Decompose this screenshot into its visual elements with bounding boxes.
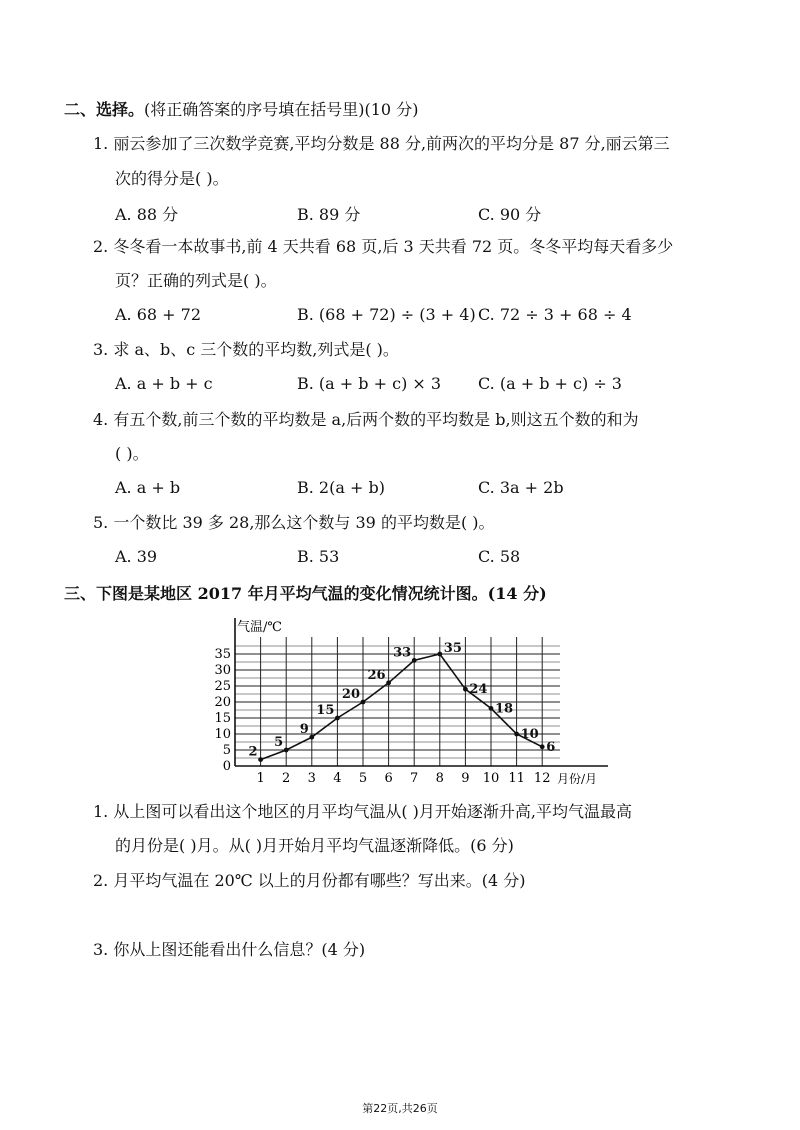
s3-q3-line1: 3. 你从上图还能看出什么信息？(4 分) (93, 940, 366, 959)
page-footer: 第22页,共26页 (362, 1102, 438, 1115)
y-tick-label: 5 (222, 743, 231, 758)
y-tick-label: 30 (214, 663, 231, 678)
x-tick-label: 5 (358, 771, 368, 785)
q1-option-c: C. 90 分 (478, 205, 542, 224)
q5-option-b: B. 53 (297, 547, 340, 566)
section3-title: 三、下图是某地区 2017 年月平均气温的变化情况统计图。(14 分) (64, 584, 547, 603)
data-label: 18 (495, 701, 514, 717)
q4-line2: ( )。 (115, 444, 149, 463)
data-point (489, 706, 494, 711)
q3-option-c: C. (a + b + c) ÷ 3 (478, 374, 622, 393)
q2-option-a: A. 68 + 72 (115, 305, 202, 324)
q5-option-c: C. 58 (478, 547, 521, 566)
q2-option-b: B. (68 + 72) ÷ (3 + 4) (297, 305, 476, 324)
s3-q1-line1: 1. 从上图可以看出这个地区的月平均气温从( )月开始逐渐升高,平均气温最高 (93, 802, 633, 821)
q1-line2: 次的得分是( )。 (115, 169, 229, 188)
data-point (540, 744, 545, 749)
y-tick-label: 25 (214, 679, 231, 694)
x-tick-label: 1 (256, 771, 265, 785)
data-label: 20 (341, 687, 360, 702)
data-label: 33 (393, 645, 412, 661)
data-label: 5 (274, 735, 284, 750)
x-tick-label: 9 (461, 771, 470, 785)
y-tick-label: 15 (214, 711, 231, 726)
s3-q1-line2: 的月份是( )月。从( )月开始月平均气温逐渐降低。(6 分) (115, 836, 514, 855)
data-label: 2 (248, 744, 258, 760)
q1-option-b: B. 89 分 (297, 205, 361, 224)
x-tick-label: 6 (384, 771, 393, 785)
data-point (386, 680, 391, 685)
q4-option-a: A. a + b (115, 478, 181, 497)
q1-line1: 1. 丽云参加了三次数学竞赛,平均分数是 88 分,前两次的平均分是 87 分,丽云第三 (93, 134, 670, 153)
x-tick-label: 11 (508, 771, 525, 785)
q5-line1: 5. 一个数比 39 多 28,那么这个数与 39 的平均数是( )。 (93, 513, 495, 532)
q3-line1: 3. 求 a、b、c 三个数的平均数,列式是( )。 (93, 340, 399, 359)
data-point (258, 757, 263, 762)
data-point (361, 700, 366, 705)
section2-title: 二、选择。 (64, 100, 145, 119)
y-tick-label: 10 (214, 727, 231, 742)
data-label: 24 (469, 682, 488, 698)
data-point (463, 687, 468, 692)
y-tick-label: 35 (214, 647, 231, 662)
q4-option-b: B. 2(a + b) (297, 478, 385, 497)
q2-option-c: C. 72 ÷ 3 + 68 ÷ 4 (478, 305, 632, 324)
data-label: 6 (546, 739, 556, 755)
section2-heading (64, 97, 418, 120)
y-tick-label: 0 (222, 759, 231, 774)
q4-line1: 4. 有五个数,前三个数的平均数是 a,后两个数的平均数是 b,则这五个数的和为 (93, 410, 639, 429)
x-tick-label: 10 (482, 771, 500, 785)
x-tick-label: 4 (333, 771, 342, 785)
x-tick-label: 3 (307, 771, 316, 785)
y-axis-label: 气温/℃ (237, 620, 282, 635)
data-point (437, 652, 442, 657)
q5-option-a: A. 39 (115, 547, 158, 566)
s3-q2-line1: 2. 月平均气温在 20℃ 以上的月份都有哪些？写出来。(4 分) (93, 871, 526, 890)
data-label: 10 (520, 727, 539, 742)
data-point (514, 732, 519, 737)
q4-option-c: C. 3a + 2b (478, 478, 564, 497)
data-point (284, 748, 289, 753)
section2-note: (将正确答案的序号填在括号里)(10 分) (144, 100, 419, 119)
x-tick-label: 8 (435, 771, 444, 785)
temperature-line-chart (0, 610, 800, 785)
data-label: 35 (443, 641, 462, 656)
q2-line1: 2. 冬冬看一本故事书,前 4 天共看 68 页,后 3 天共看 72 页。冬冬平均每天看多少 (93, 237, 674, 256)
x-tick-label: 7 (410, 771, 419, 785)
q2-line2: 页？正确的列式是( )。 (115, 271, 277, 290)
q1-option-a: A. 88 分 (115, 205, 179, 224)
data-point (309, 735, 314, 740)
x-tick-label: 12 (533, 771, 551, 785)
data-label: 26 (367, 667, 386, 683)
x-axis-label: 月份/月 (557, 772, 598, 785)
q3-option-a: A. a + b + c (115, 374, 213, 393)
x-tick-label: 2 (282, 771, 291, 785)
y-tick-label: 20 (214, 695, 231, 710)
data-label: 15 (316, 703, 335, 718)
x-tick-labels (256, 771, 550, 785)
data-label: 9 (299, 722, 309, 738)
data-point (335, 716, 340, 721)
q3-option-b: B. (a + b + c) × 3 (297, 374, 442, 393)
data-point (412, 658, 417, 663)
y-tick-labels (214, 647, 231, 774)
